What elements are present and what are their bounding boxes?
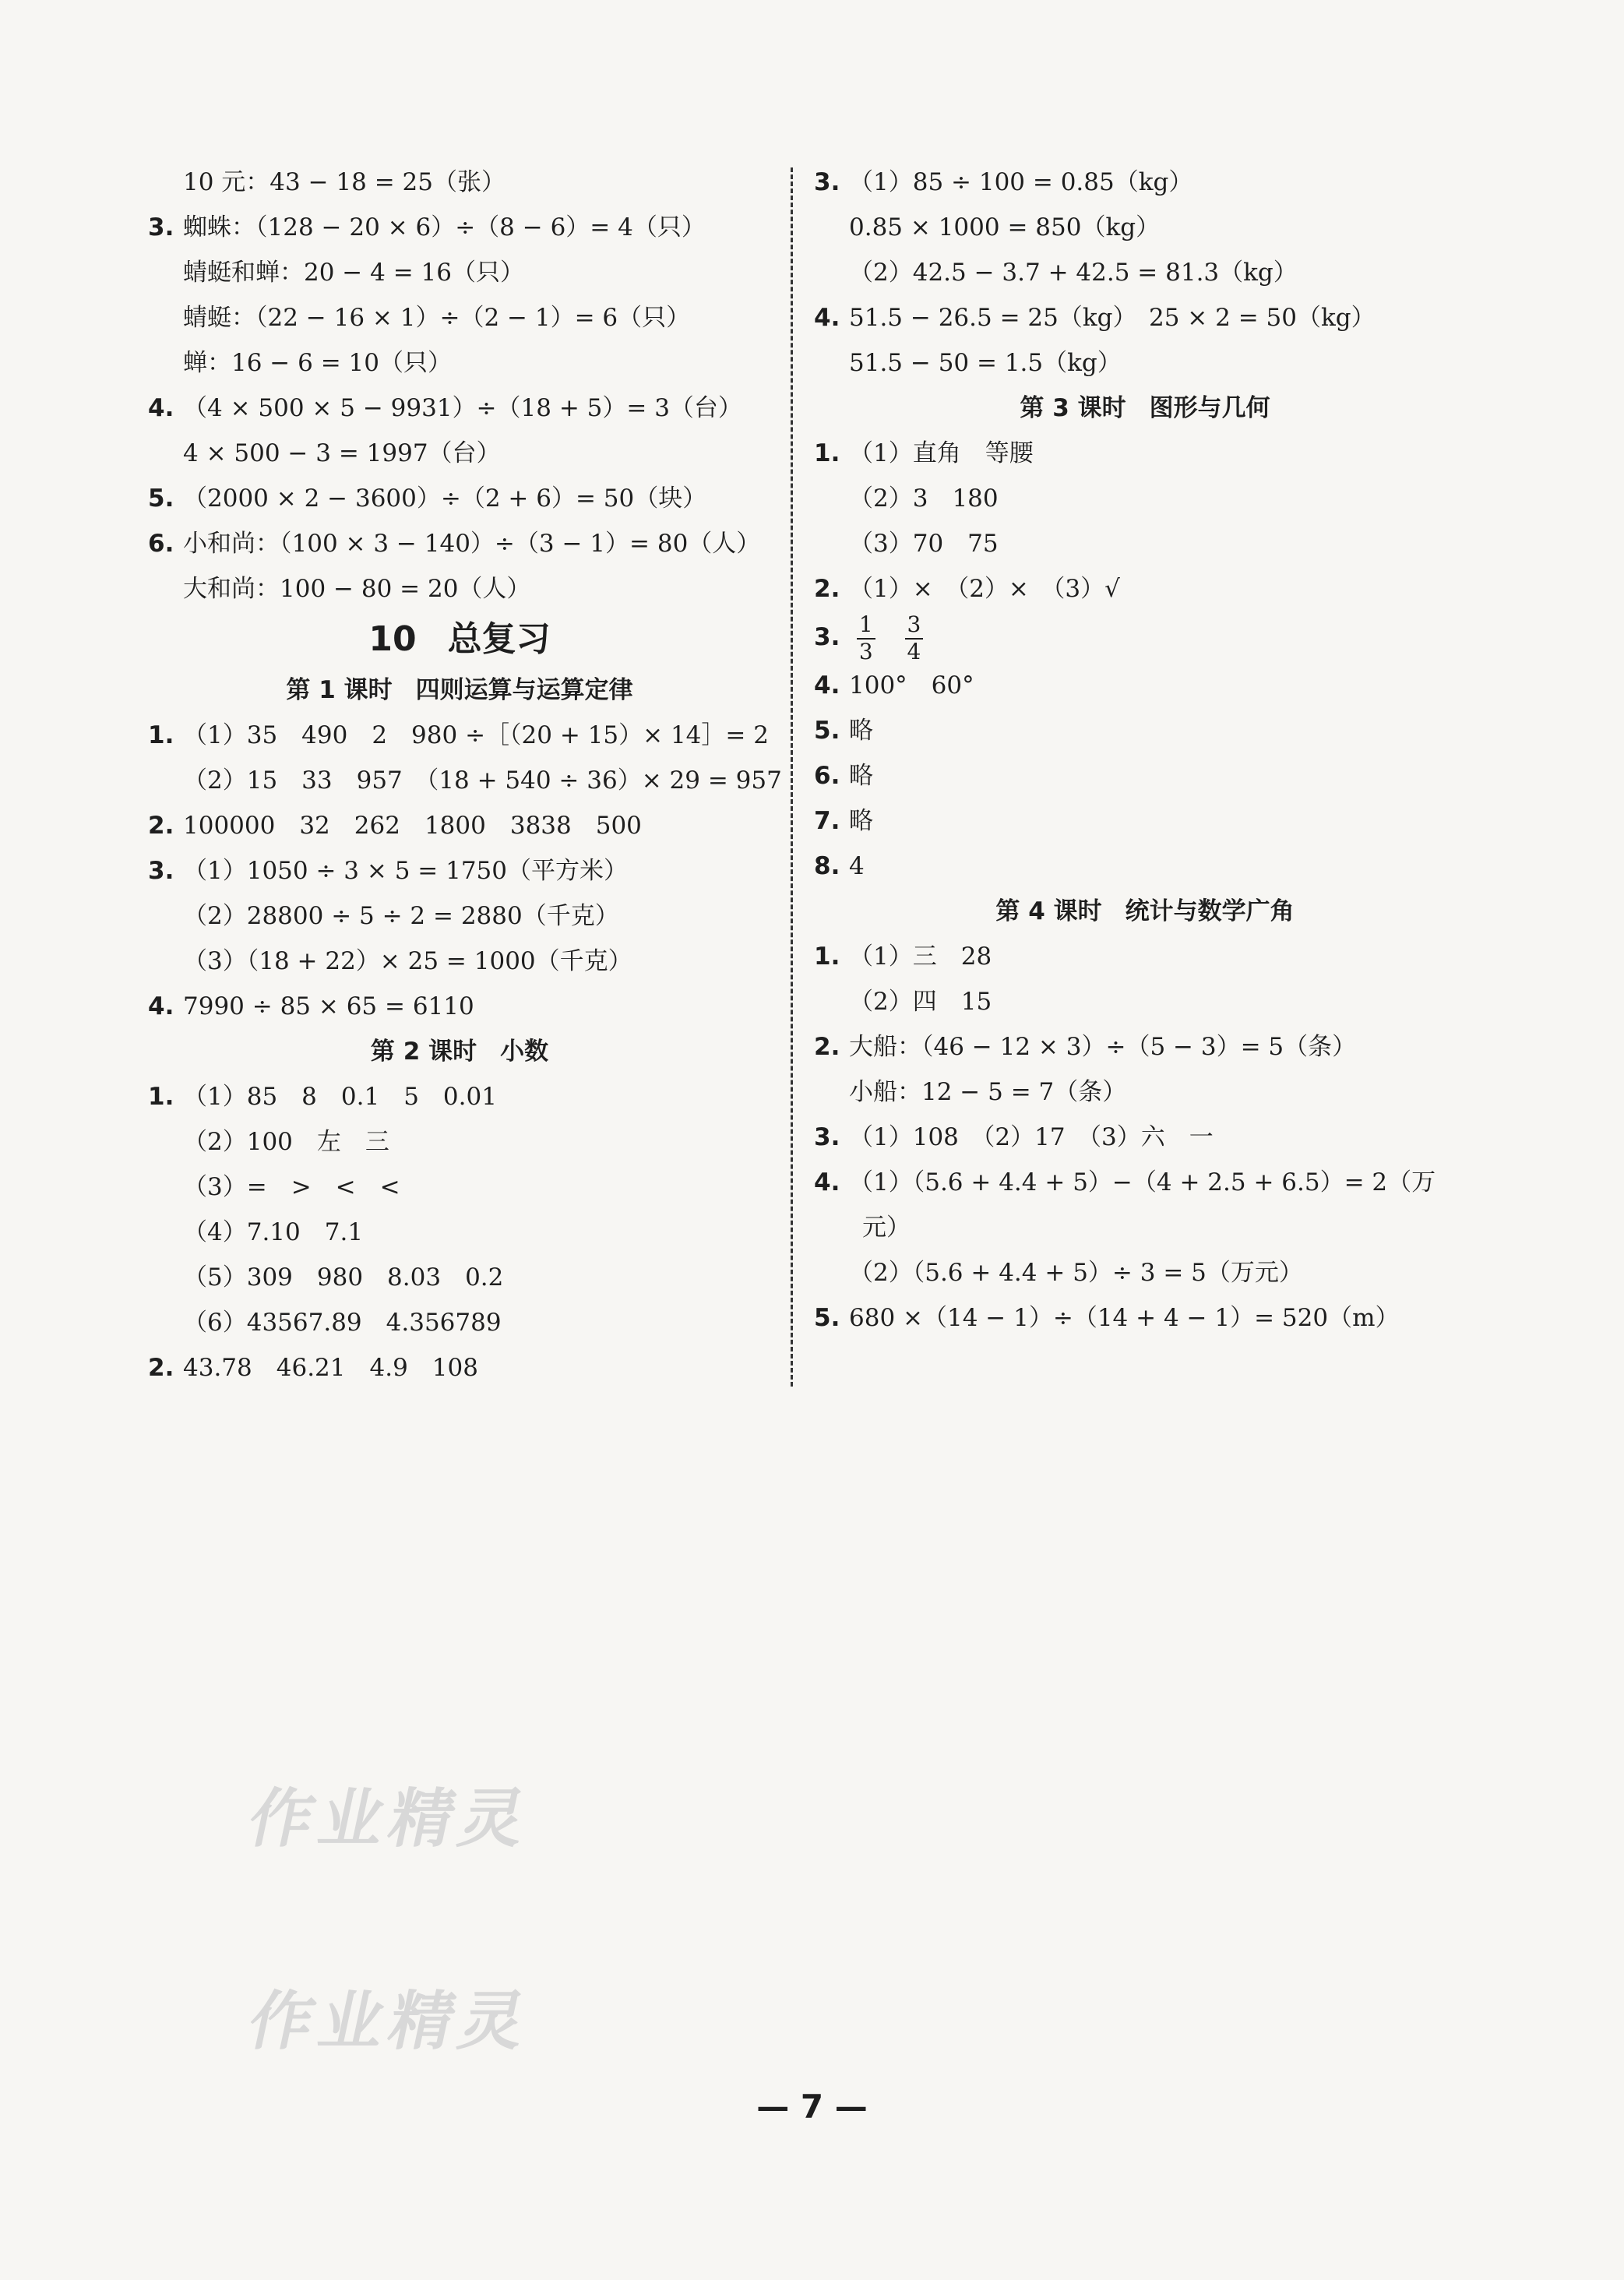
lesson-heading-1	[148, 668, 771, 713]
fraction-numerator: 3	[905, 612, 924, 639]
answer-text: 43.78 46.21 4.9 108	[183, 1354, 478, 1382]
answer-line	[148, 1074, 771, 1119]
answer-text: （3）= > < <	[183, 1173, 400, 1201]
question-number: 4.	[148, 992, 174, 1020]
answer-text: 10 元：43 − 18 = 25（张）	[183, 168, 506, 196]
answer-text: （2）28800 ÷ 5 ÷ 2 = 2880（千克）	[183, 902, 619, 930]
answer-line	[814, 250, 1476, 295]
answer-line	[148, 1119, 771, 1165]
answer-line	[814, 1070, 1476, 1115]
lesson-label: 第 2 课时	[370, 1038, 477, 1066]
answer-text: （1）1050 ÷ 3 × 5 = 1750（平方米）	[183, 857, 629, 885]
right-answers-d	[814, 934, 1476, 1341]
question-number: 2.	[814, 575, 840, 603]
left-answers-c	[148, 1074, 771, 1390]
answer-line	[148, 160, 771, 205]
answer-text: 100000 32 262 1800 3838 500	[183, 812, 642, 840]
answer-text: 51.5 − 26.5 = 25（kg） 25 × 2 = 50（kg）	[849, 304, 1376, 332]
right-column	[814, 160, 1476, 1341]
answer-line	[148, 566, 771, 611]
answer-line	[814, 295, 1476, 340]
answer-line	[814, 1205, 1476, 1250]
answer-line	[814, 566, 1476, 611]
answer-text: 大船：（46 − 12 × 3）÷（5 − 3）= 5（条）	[849, 1033, 1357, 1061]
answer-line	[148, 521, 771, 566]
answer-line	[814, 844, 1476, 889]
answer-line	[148, 713, 771, 758]
answer-text: 680 ×（14 − 1）÷（14 + 4 − 1）= 520（m）	[849, 1304, 1400, 1332]
answer-line	[148, 893, 771, 939]
lesson-title: 四则运算与运算定律	[415, 676, 633, 704]
question-number: 4.	[814, 1168, 840, 1196]
question-number: 3.	[148, 213, 174, 241]
answer-text: （2）42.5 − 3.7 + 42.5 = 81.3（kg）	[849, 259, 1298, 287]
answer-line	[814, 1024, 1476, 1070]
answer-text: （2）100 左 三	[183, 1128, 389, 1156]
answer-line	[814, 798, 1476, 844]
answer-text: 略	[849, 717, 873, 745]
answer-line	[814, 753, 1476, 798]
right-answers-b	[814, 431, 1476, 611]
answer-line	[148, 205, 771, 250]
answer-line	[814, 663, 1476, 708]
answer-text: （1）直角 等腰	[849, 439, 1034, 467]
question-number: 4.	[814, 671, 840, 700]
answer-line	[148, 386, 771, 431]
answer-text: （4 × 500 × 5 − 9931）÷（18 + 5）= 3（台）	[183, 394, 742, 422]
question-number: 5.	[814, 1304, 840, 1332]
chapter-heading	[148, 611, 771, 668]
answer-line	[814, 1295, 1476, 1341]
answer-text: 100° 60°	[849, 671, 974, 700]
answer-text: 蜘蛛：（128 − 20 × 6）÷（8 − 6）= 4（只）	[183, 213, 706, 241]
fraction	[905, 612, 924, 664]
watermark-logo: 作业精灵	[241, 1985, 539, 2059]
answer-line	[148, 431, 771, 476]
question-number: 8.	[814, 852, 840, 880]
question-number: 5.	[148, 485, 174, 513]
answer-text: （1）三 28	[849, 943, 992, 971]
question-number: 1.	[814, 943, 840, 971]
answer-line	[148, 1255, 771, 1300]
answer-line	[814, 708, 1476, 753]
watermark-logo: 作业精灵	[241, 1782, 539, 1856]
answer-text: （1）× （2）× （3）√	[849, 575, 1120, 603]
lesson-title: 统计与数学广角	[1125, 897, 1295, 925]
answer-line	[814, 431, 1476, 476]
answer-text: （4）7.10 7.1	[183, 1218, 364, 1246]
answer-line	[148, 1345, 771, 1390]
answer-line	[148, 476, 771, 521]
lesson-label: 第 4 课时	[995, 897, 1102, 925]
question-number: 4.	[814, 304, 840, 332]
answer-line	[814, 476, 1476, 521]
answer-text: 小船：12 − 5 = 7（条）	[849, 1078, 1127, 1106]
question-number: 3.	[148, 857, 174, 885]
answer-text: （2）四 15	[849, 988, 992, 1016]
question-number: 3.	[814, 168, 840, 196]
question-number: 1.	[814, 439, 840, 467]
answer-line	[148, 1165, 771, 1210]
answer-line	[814, 1160, 1476, 1205]
answer-text: 4	[849, 852, 865, 880]
question-number: 2.	[814, 1033, 840, 1061]
column-divider	[791, 167, 793, 1387]
answer-text: （1）（5.6 + 4.4 + 5）−（4 + 2.5 + 6.5）= 2（万	[849, 1168, 1436, 1196]
lesson-title: 图形与几何	[1149, 394, 1270, 422]
chapter-number: 10	[368, 619, 417, 659]
question-number: 1.	[148, 1083, 174, 1111]
answer-line	[814, 1115, 1476, 1160]
left-answers-b	[148, 713, 782, 1029]
answer-line-fractions	[814, 611, 1476, 663]
answer-line	[148, 1300, 771, 1345]
question-number: 5.	[814, 717, 840, 745]
answer-line	[148, 939, 771, 984]
question-number: 4.	[148, 394, 174, 422]
answer-line	[148, 803, 771, 848]
answer-text: 元）	[862, 1214, 911, 1242]
answer-text: （2）15 33 957 （18 + 540 ÷ 36）× 29 = 957	[183, 766, 782, 795]
question-number: 1.	[148, 721, 174, 749]
left-answers-a	[148, 160, 771, 611]
fraction-denominator: 3	[858, 638, 873, 664]
answer-text: （2）（5.6 + 4.4 + 5）÷ 3 = 5（万元）	[849, 1259, 1303, 1287]
answer-text: （2）3 180	[849, 485, 999, 513]
answer-line	[814, 340, 1476, 386]
answer-text: 0.85 × 1000 = 850（kg）	[849, 213, 1161, 241]
answer-line	[148, 984, 771, 1029]
answer-text: （1）85 8 0.1 5 0.01	[183, 1083, 497, 1111]
answer-line	[814, 160, 1476, 205]
answer-line	[148, 1210, 771, 1255]
fraction-numerator: 1	[857, 612, 875, 639]
question-number: 7.	[814, 807, 840, 835]
answer-line	[814, 934, 1476, 979]
answer-text: 略	[849, 762, 873, 790]
lesson-title: 小数	[500, 1038, 549, 1066]
answer-text: 略	[849, 807, 873, 835]
answer-line	[814, 979, 1476, 1024]
question-number: 2.	[148, 1354, 174, 1382]
answer-line	[814, 205, 1476, 250]
answer-text: （5）309 980 8.03 0.2	[183, 1263, 504, 1292]
question-number: 3.	[814, 1123, 840, 1151]
right-answers-c	[814, 663, 1476, 889]
answer-line	[148, 250, 771, 295]
answer-text: 4 × 500 − 3 = 1997（台）	[183, 439, 501, 467]
answer-line	[814, 521, 1476, 566]
answer-line	[814, 1250, 1476, 1295]
answer-line	[148, 340, 771, 386]
answer-text: （1）35 490 2 980 ÷［（20 + 15）× 14］= 2	[183, 721, 769, 749]
question-number: 3.	[814, 623, 840, 651]
lesson-label: 第 3 课时	[1020, 394, 1126, 422]
answer-line	[148, 848, 771, 893]
answer-text: 蝉：16 − 6 = 10（只）	[183, 349, 452, 377]
answer-text: 7990 ÷ 85 × 65 = 6110	[183, 992, 474, 1020]
fraction-denominator: 4	[907, 638, 921, 664]
lesson-label: 第 1 课时	[286, 676, 393, 704]
chapter-title: 总复习	[447, 619, 551, 659]
answer-text: （6）43567.89 4.356789	[183, 1309, 502, 1337]
lesson-heading-2	[148, 1029, 771, 1074]
answer-text: 小和尚：（100 × 3 − 140）÷（3 − 1）= 80（人）	[183, 530, 761, 558]
answer-text: 51.5 − 50 = 1.5（kg）	[849, 349, 1122, 377]
question-number: 6.	[814, 762, 840, 790]
answer-text: 大和尚：100 − 80 = 20（人）	[183, 575, 531, 603]
lesson-heading-4	[814, 889, 1476, 934]
answer-text: （1）108 （2）17 （3）六 一	[849, 1123, 1214, 1151]
right-answers-a	[814, 160, 1476, 386]
question-number: 6.	[148, 530, 174, 558]
lesson-heading-3	[814, 386, 1476, 431]
answer-text: 蜻蜓和蝉：20 − 4 = 16（只）	[183, 259, 524, 287]
page-number: — 7 —	[756, 2088, 868, 2126]
answer-line	[148, 295, 771, 340]
answer-text: （3）（18 + 22）× 25 = 1000（千克）	[183, 947, 632, 975]
answer-text: 蜻蜓：（22 − 16 × 1）÷（2 − 1）= 6（只）	[183, 304, 691, 332]
answer-text: （1）85 ÷ 100 = 0.85（kg）	[849, 168, 1193, 196]
answer-text: （3）70 75	[849, 530, 999, 558]
answer-line	[148, 758, 782, 803]
fraction	[857, 612, 875, 664]
answer-text: （2000 × 2 − 3600）÷（2 + 6）= 50（块）	[183, 485, 707, 513]
question-number: 2.	[148, 812, 174, 840]
left-column	[148, 160, 782, 1390]
